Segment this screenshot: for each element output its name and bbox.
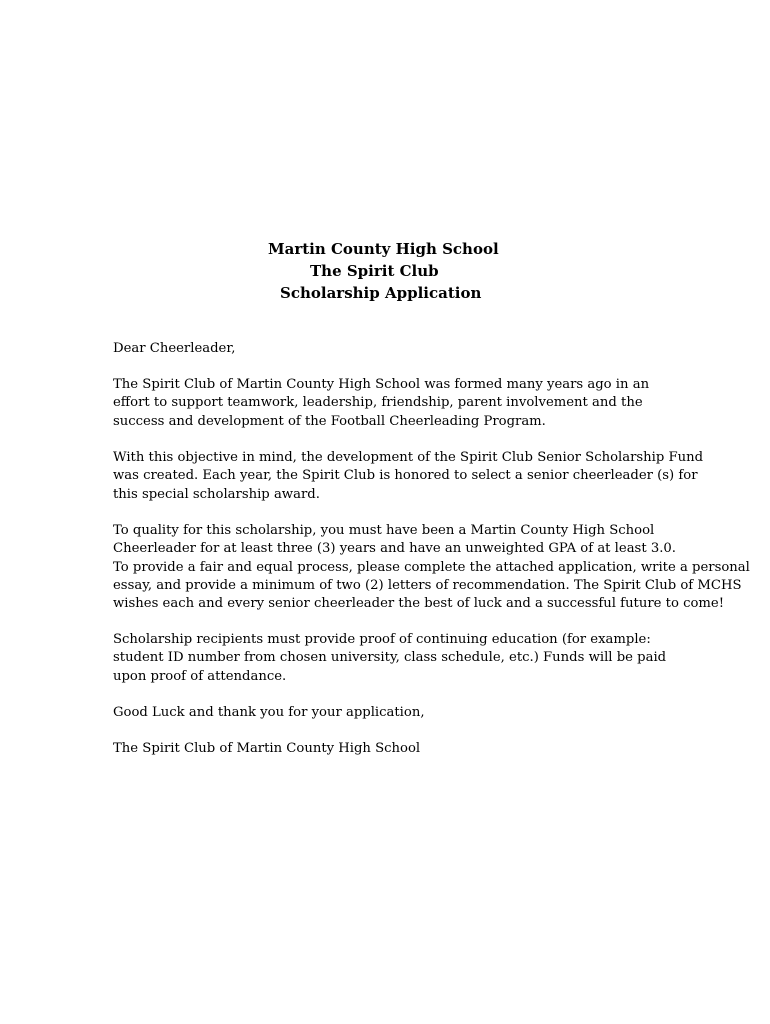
document-title: Scholarship Application <box>280 284 482 302</box>
paragraph-line: To quality for this scholarship, you must have been a Martin County High School <box>113 523 655 538</box>
paragraph-line: this special scholarship award. <box>113 486 320 502</box>
paragraph-proof-of-education <box>113 631 753 686</box>
paragraph-club-history <box>113 376 753 431</box>
paragraph-line: success and development of the Football Cheerleading Program. <box>113 413 546 429</box>
closing-text: Good Luck and thank you for your application, <box>113 705 425 720</box>
club-name: The Spirit Club <box>310 262 439 280</box>
paragraph-line: essay, and provide a minimum of two (2) letters of recommendation. The Spirit Club of MCHS <box>113 577 742 593</box>
school-name: Martin County High School <box>268 240 499 258</box>
signature-text: The Spirit Club of Martin County High School <box>113 741 421 756</box>
paragraph-line: The Spirit Club of Martin County High School was formed many years ago in an <box>113 377 650 392</box>
paragraph-scholarship-fund <box>113 449 753 504</box>
salutation-text: Dear Cheerleader, <box>113 341 236 356</box>
paragraph-line: effort to support teamwork, leadership, friendship, parent involvement and the <box>113 395 643 411</box>
paragraph-line: With this objective in mind, the development of the Spirit Club Senior Scholarship Fund <box>113 450 704 465</box>
paragraph-line: To provide a fair and equal process, please complete the attached application, write a personal <box>113 559 750 575</box>
signature <box>113 740 753 758</box>
paragraph-eligibility <box>113 522 753 613</box>
paragraph-line: was created. Each year, the Spirit Club is honored to select a senior cheerleader (s) for <box>113 468 698 484</box>
closing <box>113 704 753 722</box>
paragraph-line: wishes each and every senior cheerleader the best of luck and a successful future to come! <box>113 596 725 612</box>
paragraph-line: Cheerleader for at least three (3) years and have an unweighted GPA of at least 3.0. <box>113 541 676 557</box>
paragraph-line: upon proof of attendance. <box>113 668 287 684</box>
salutation <box>113 340 753 358</box>
paragraph-line: Scholarship recipients must provide proof of continuing education (for example: <box>113 632 651 647</box>
paragraph-line: student ID number from chosen university, class schedule, etc.) Funds will be paid <box>113 650 667 666</box>
